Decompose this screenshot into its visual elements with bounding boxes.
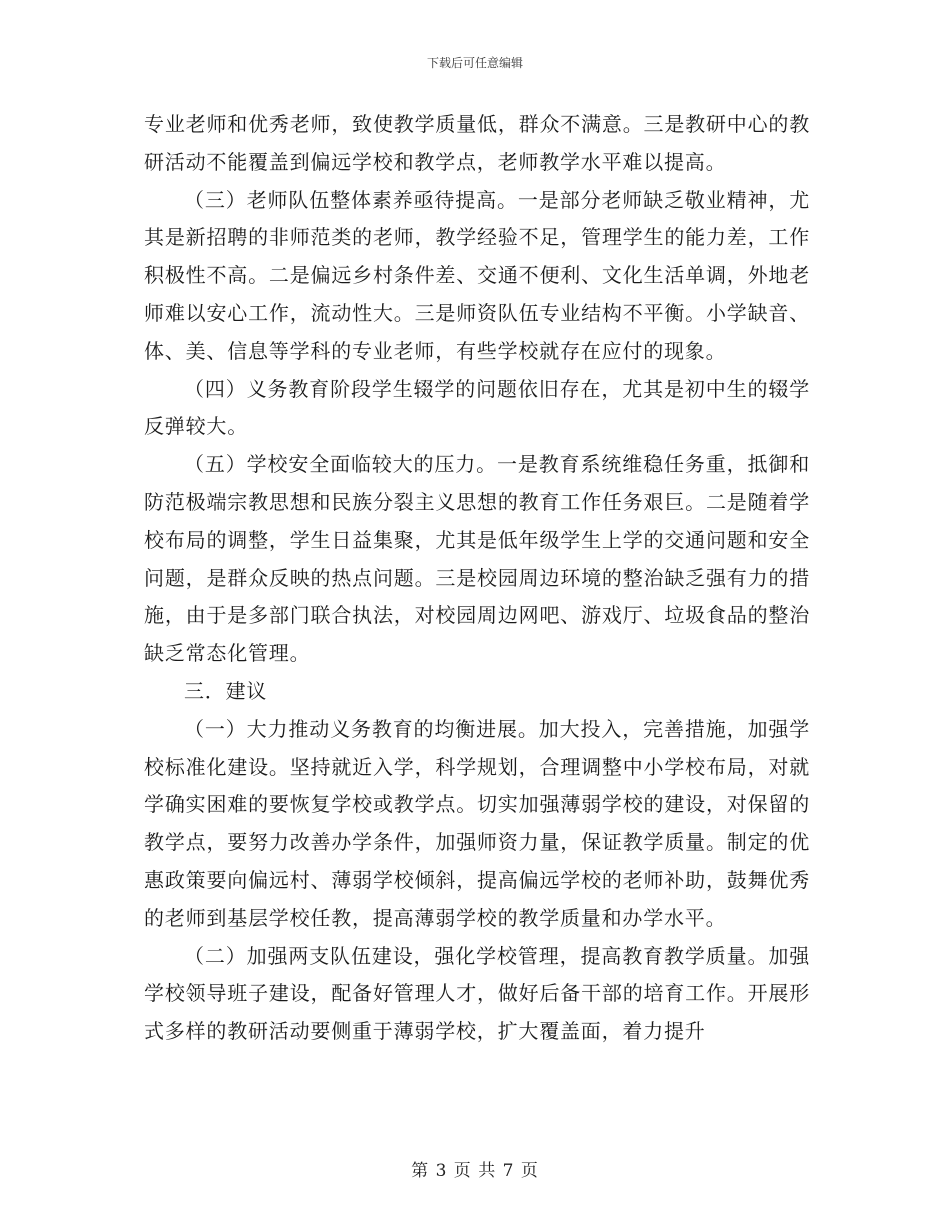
section-heading-suggestions: 三．建议 [184,678,268,703]
document-body [144,106,810,1051]
paragraph-1: 专业老师和优秀老师，致使教学质量低，群众不满意。三是教研中心的教研活动不能覆盖到偏远学校和教学点，老师教学水平难以提高。 [144,112,810,174]
page-number-footer: 第 3 页 共 7 页 [411,1161,539,1181]
paragraph-3: （四）义务教育阶段学生辍学的问题依旧存在，尤其是初中生的辍学反弹较大。 [144,376,810,439]
paragraph-2: （三）老师队伍整体素养亟待提高。一是部分老师缺乏敬业精神，尤其是新招聘的非师范类的老师，教学经验不足，管理学生的能力差，工作积极性不高。二是偏远乡村条件差、交通不便利、文化生活单调，外地老师难以安心工作，流动性大。三是师资队伍专业结构不平衡。小学缺音、体、美、信息等学科的专业老师，有些学校就存在应付的现象。 [144,187,810,363]
paragraph-6: （二）加强两支队伍建设，强化学校管理，提高教育教学质量。加强学校领导班子建设，配备好管理人才，做好后备干部的培育工作。开展形式多样的教研活动要侧重于薄弱学校，扩大覆盖面，着力提升 [144,943,810,1044]
page-header: 下载后可任意编辑 [426,56,523,70]
paragraph-4: （五）学校安全面临较大的压力。一是教育系统维稳任务重，抵御和防范极端宗教思想和民族分裂主义思想的教育工作任务艰巨。二是随着学校布局的调整，学生日益集聚，尤其是低年级学生上学的交通问题和安全问题，是群众反映的热点问题。三是校园周边环境的整治缺乏强有力的措施，由于是多部门联合执法，对校园周边网吧、游戏厅、垃圾食品的整治缺乏常态化管理。 [144,452,810,666]
paragraph-5: （一）大力推动义务教育的均衡进展。加大投入，完善措施，加强学校标准化建设。坚持就近入学，科学规划，合理调整中小学校布局，对就学确实困难的要恢复学校或教学点。切实加强薄弱学校的建设，对保留的教学点，要努力改善办学条件，加强师资力量，保证教学质量。制定的优惠政策要向偏远村、薄弱学校倾斜，提高偏远学校的老师补助，鼓舞优秀的老师到基层学校任教，提高薄弱学校的教学质量和办学水平。 [144,716,810,930]
